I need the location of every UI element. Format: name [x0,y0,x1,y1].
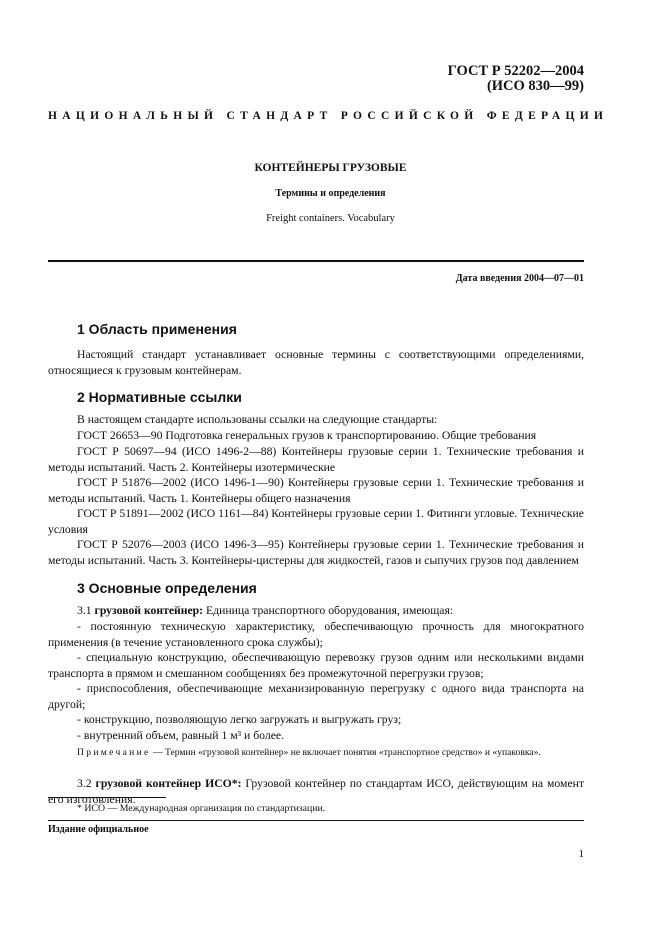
bullet-text: - внутренний объем, равный 1 м³ и более. [77,729,284,742]
footnote: * ИСО — Международная организация по стандартизации. [77,803,326,814]
bullet-text: - специальную конструкцию, обеспечивающую перевозку грузов одним или несколькими видами транспорта в прямом и смешанном сообщениях без промежуточной перегрузки грузов; [48,651,584,680]
page-number: 1 [578,848,584,860]
note [48,746,584,760]
reference-text: ГОСТ 26653—90 Подготовка генеральных грузов к транспортированию. Общие требования [77,429,537,442]
document-title: КОНТЕЙНЕРЫ ГРУЗОВЫЕ [254,162,407,174]
definition-bullet [48,728,584,744]
reference-item [48,444,584,475]
english-title: Freight containers. Vocabulary [266,213,395,224]
definition-term: грузовой контейнер: [94,604,204,617]
definition-term: грузовой контейнер ИСО*: [95,777,242,790]
definition-3-1 [48,603,584,619]
note-label: Примечание [77,747,151,758]
definition-number: 3.2 [77,777,92,790]
iso-number: (ИСО 830—99) [486,78,584,94]
definition-bullet [48,650,584,681]
definition-bullet [48,619,584,650]
reference-item [48,537,584,568]
bullet-text: - постоянную техническую характеристику, обеспечивающую прочность для многократного применения (в течение установленного срока службы); [48,620,584,649]
reference-text: ГОСТ Р 52076—2003 (ИСО 1496-3—95) Контейнеры грузовые серии 1. Технические требования и методы испытаний. Часть 3. Контейнеры-цистерны для жидкостей, газов и сыпучих грузов под давлением [48,538,584,567]
standard-number-block [448,64,584,94]
standard-number: ГОСТ Р 52202—2004 [447,63,584,79]
section-2-heading: 2 Нормативные ссылки [77,389,242,405]
reference-item [48,506,584,537]
document-subtitle: Термины и определения [275,188,386,199]
definition-number: 3.1 [77,604,92,617]
reference-item [48,475,584,506]
section-2-intro [48,412,584,428]
definition-bullet [48,712,584,728]
bullet-text: - конструкцию, позволяющую легко загружать и выгружать груз; [77,713,402,726]
section-1-paragraph: Настоящий стандарт устанавливает основные термины с соответствующими определениями, относящиеся к грузовым контейнерам. [48,348,584,377]
edition-divider [48,820,584,821]
footnote-divider [48,797,166,798]
definition-text: Единица транспортного оборудования, имеющая: [206,604,454,617]
edition-label: Издание официальное [48,824,149,835]
section-3-heading: 3 Основные определения [77,580,257,596]
definition-text: Грузовой контейнер по стандартам ИСО, действующим на момент его изготовления. [48,777,584,806]
definition-bullet [48,681,584,712]
reference-text: ГОСТ Р 51891—2002 (ИСО 1161—84) Контейнеры грузовые серии 1. Фитинги угловые. Технические условия [48,507,584,536]
section-2-intro-text: В настоящем стандарте использованы ссылки на следующие стандарты: [77,413,438,426]
reference-text: ГОСТ Р 51876—2002 (ИСО 1496-1—90) Контейнеры грузовые серии 1. Технические требования и методы испытаний. Часть 1. Контейнеры общего назначения [48,476,584,505]
introduction-date: Дата введения 2004—07—01 [455,273,584,284]
bullet-text: - приспособления, обеспечивающие механизированную перегрузку с одного вида транспорта на другой; [48,682,584,711]
national-standard-banner: НАЦИОНАЛЬНЫЙ СТАНДАРТ РОССИЙСКОЙ ФЕДЕРАЦИИ [48,110,609,122]
reference-text: ГОСТ Р 50697—94 (ИСО 1496-2—88) Контейнеры грузовые серии 1. Технические требования и методы испытаний. Часть 2. Контейнеры изотермические [48,445,584,474]
section-1-heading: 1 Область применения [77,321,237,337]
title-divider [48,260,584,262]
note-text: — Термин «грузовой контейнер» не включает понятия «транспортное средство» и «упаковка». [152,747,541,758]
section-1-text [48,347,584,378]
reference-item [48,428,584,444]
